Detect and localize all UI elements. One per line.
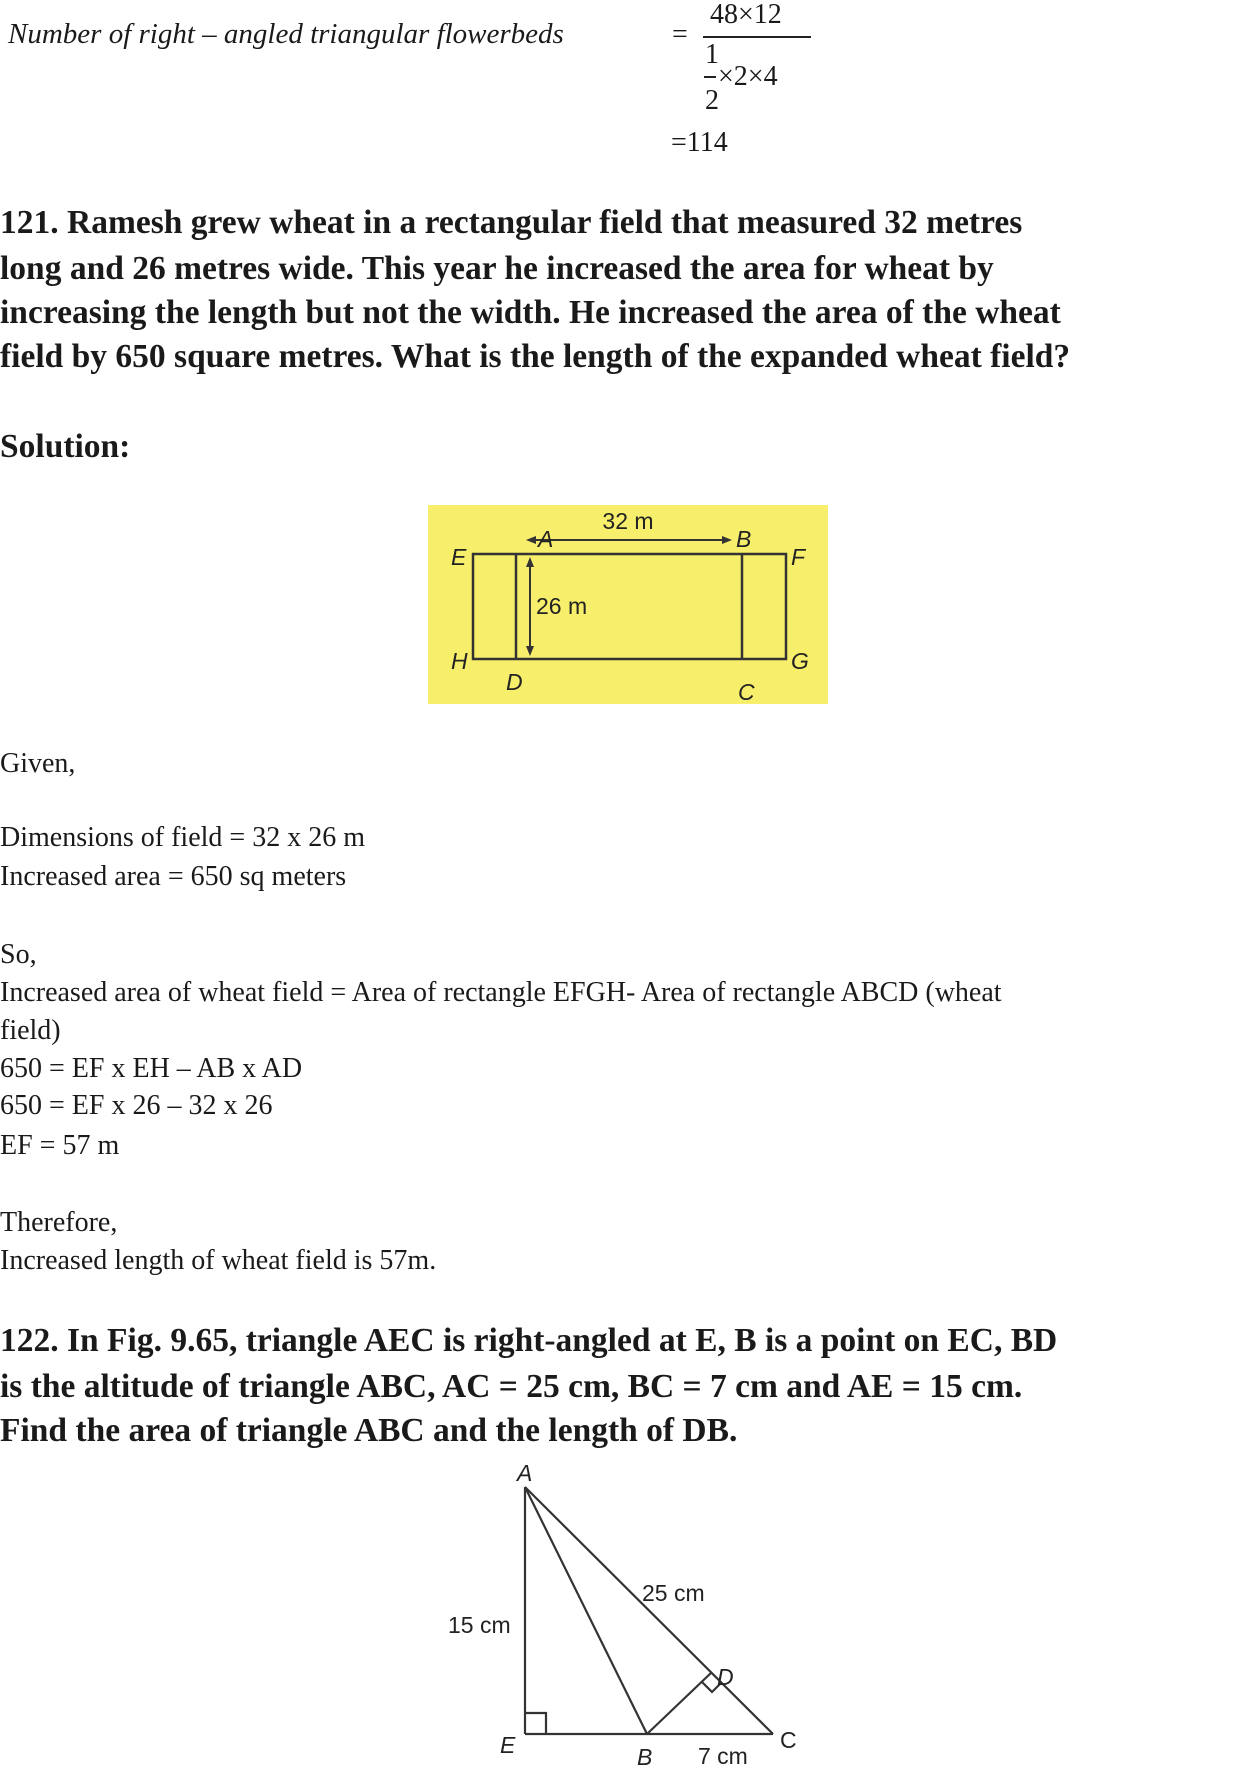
solution-step: 650 = EF x 26 – 32 x 26 (0, 1090, 273, 1121)
given-label: Given, (0, 748, 76, 779)
side-ac (525, 1487, 773, 1734)
ae-length-label: 15 cm (448, 1612, 511, 1638)
solution-heading: Solution: (0, 428, 131, 465)
point-e: E (451, 544, 467, 570)
formula-denominator-rest: ×2×4 (718, 61, 778, 92)
question-121-line: long and 26 metres wide. This year he increased the area for wheat by (0, 250, 994, 287)
conclusion-text: Increased length of wheat field is 57m. (0, 1245, 437, 1276)
formula-half-numerator: 1 (705, 39, 719, 70)
length-label: 32 m (602, 508, 654, 534)
solution-step: EF = 57 m (0, 1130, 120, 1161)
point-d: D (717, 1664, 734, 1690)
bc-length-label: 7 cm (698, 1743, 748, 1769)
fraction-bar (703, 36, 811, 38)
point-c: C (738, 679, 755, 704)
formula-label: Number of right – angled triangular flowerbeds (8, 18, 564, 50)
question-122-line: 122. In Fig. 9.65, triangle AEC is right-angled at E, B is a point on EC, BD (0, 1322, 1058, 1359)
point-a: A (538, 526, 554, 552)
triangle-figure (430, 1455, 810, 1772)
increased-area-text: Increased area = 650 sq meters (0, 861, 347, 892)
ac-length-label: 25 cm (642, 1580, 705, 1606)
point-b: B (637, 1744, 653, 1770)
point-d: D (506, 669, 523, 695)
segment-ab (525, 1487, 647, 1734)
solution-step: field) (0, 1015, 61, 1046)
formula-equals: = (672, 19, 688, 50)
formula-half-denominator: 2 (705, 85, 719, 116)
altitude-bd (647, 1672, 712, 1734)
point-a: A (517, 1460, 533, 1486)
solution-step: 650 = EF x EH – AB x AD (0, 1053, 303, 1084)
width-label: 26 m (536, 593, 588, 619)
question-122-line: is the altitude of triangle ABC, AC = 25 cm, BC = 7 cm and AE = 15 cm. (0, 1368, 1023, 1405)
question-122-line: Find the area of triangle ABC and the length of DB. (0, 1412, 738, 1449)
wheat-field-figure (428, 505, 828, 704)
therefore-label: Therefore, (0, 1207, 118, 1238)
question-121-line: 121. Ramesh grew wheat in a rectangular field that measured 32 metres (0, 204, 1023, 241)
point-c: C (780, 1727, 797, 1753)
point-b: B (736, 526, 752, 552)
point-e: E (500, 1732, 516, 1758)
point-g: G (791, 648, 809, 674)
solution-step: Increased area of wheat field = Area of rectangle EFGH- Area of rectangle ABCD (wheat (0, 977, 1002, 1008)
formula-numerator: 48×12 (710, 0, 782, 30)
so-label: So, (0, 939, 37, 970)
dimensions-text: Dimensions of field = 32 x 26 m (0, 822, 365, 853)
point-f: F (791, 544, 806, 570)
question-121-line: field by 650 square metres. What is the length of the expanded wheat field? (0, 338, 1071, 375)
formula-result: =114 (671, 127, 728, 158)
figure-background (428, 505, 828, 704)
half-fraction-bar (704, 76, 716, 78)
question-121-line: increasing the length but not the width. He increased the area of the wheat (0, 294, 1061, 331)
point-h: H (451, 648, 468, 674)
right-angle-e (525, 1713, 546, 1734)
